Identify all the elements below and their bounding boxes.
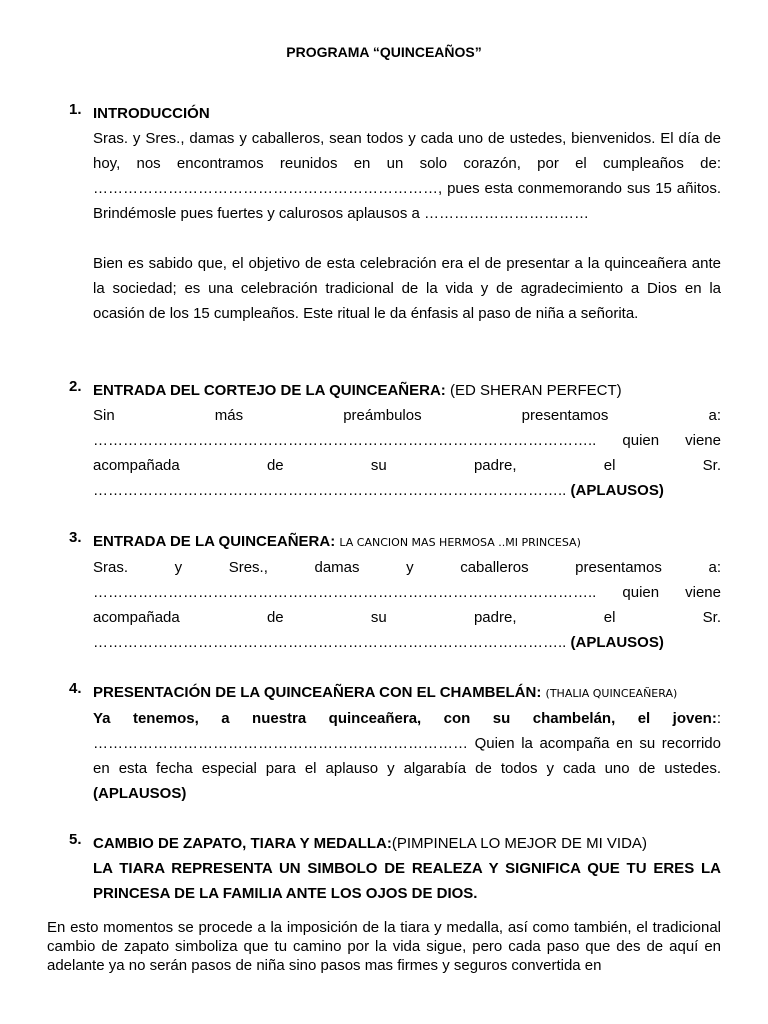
paragraph: Sras. y Sres., damas y caballeros, sean todos y cada uno de ustedes, bienvenidos. El día de hoy, nos encontramos reunidos en un solo corazón, por el cumpleaños de: ……………………………………………………………, pues esta conmemorando sus 15 añitos. Brindémosle pues fuertes y calurosos aplausos a ……………………………	[93, 130, 721, 222]
paragraph: Bien es sabido que, el objetivo de esta celebración era el de presentar a la quinceañera ante la sociedad; es una celebración tradicional de la vida y de agradecimiento a Dios en la ocasión de los 15 cumpleaños. Este ritual le da énfasis al paso de niña a señorita.	[93, 255, 721, 322]
section-heading-line	[93, 529, 721, 555]
section-heading-line	[93, 831, 721, 856]
blank-line: …………………………………………………………………………………..	[93, 482, 567, 499]
section-number: 4.	[69, 680, 82, 697]
closing-paragraph: En esto momentos se procede a la imposición de la tiara y medalla, así como también, el tradicional cambio de zapato simboliza que tu camino por la vida sigue, pero cada paso que des de aquí en adelante ya no serán pasos de niña sino pasos mas firmes y seguros convertida en	[47, 919, 721, 974]
section-number: 1.	[69, 101, 82, 118]
section-heading-line	[93, 378, 721, 403]
text-line	[93, 478, 721, 503]
section-number: 3.	[69, 529, 82, 546]
text-line: acompañada de su padre, el Sr.	[93, 609, 721, 626]
text-line: ……………………………………………………………………………………….. quien viene	[93, 432, 721, 449]
section-heading: PRESENTACIÓN DE LA QUINCEAÑERA CON EL CHAMBELÁN:	[93, 684, 542, 701]
page-title: PROGRAMA “QUINCEAÑOS”	[286, 44, 482, 60]
song-name: (ED SHERAN PERFECT)	[449, 382, 622, 399]
section-number: 2.	[69, 378, 82, 395]
section-cambio-zapato	[69, 831, 721, 921]
section-heading: ENTRADA DEL CORTEJO DE LA QUINCEAÑERA:	[93, 382, 446, 399]
text-line: Sin más preámbulos presentamos a:	[93, 407, 721, 424]
text-line: Sras. y Sres., damas y caballeros presentamos a:	[93, 559, 721, 576]
text-line: acompañada de su padre, el Sr.	[93, 457, 721, 474]
section-introduccion	[69, 101, 721, 341]
paragraph	[93, 706, 721, 806]
section-heading-line	[93, 680, 721, 706]
applause-label: (APLAUSOS)	[93, 785, 187, 802]
song-name: (PIMPINELA LO MEJOR DE MI VIDA)	[391, 835, 647, 852]
section-presentacion-chambelan	[69, 680, 721, 821]
applause-label: (APLAUSOS)	[570, 482, 664, 499]
applause-label: (APLAUSOS)	[570, 634, 664, 651]
blank-line: …………………………………………………………………………………..	[93, 634, 567, 651]
song-name: LA CANCION MAS HERMOSA ..MI PRINCESA)	[339, 536, 581, 549]
section-entrada-quinceanera	[69, 529, 721, 655]
paragraph-text: : ………………………………………………………………… Quien la acompaña en su recorrido en esta fecha especial para el aplauso y algarabía de todos y cada uno de ustedes.	[93, 710, 721, 777]
text-line: ……………………………………………………………………………………….. quien viene	[93, 584, 721, 601]
section-heading: ENTRADA DE LA QUINCEAÑERA:	[93, 533, 336, 550]
bold-lead: Ya tenemos, a nuestra quinceañera, con su chambelán, el joven:	[93, 710, 717, 727]
song-name: (THALIA QUINCEAÑERA)	[545, 687, 678, 700]
section-number: 5.	[69, 831, 82, 848]
bold-paragraph: LA TIARA REPRESENTA UN SIMBOLO DE REALEZA Y SIGNIFICA QUE TU ERES LA PRINCESA DE LA FAMILIA ANTE LOS OJOS DE DIOS.	[93, 860, 721, 902]
section-heading: CAMBIO DE ZAPATO, TIARA Y MEDALLA:	[93, 835, 392, 852]
section-entrada-cortejo	[69, 378, 721, 503]
section-heading: INTRODUCCIÓN	[93, 105, 210, 122]
text-line	[93, 630, 721, 655]
